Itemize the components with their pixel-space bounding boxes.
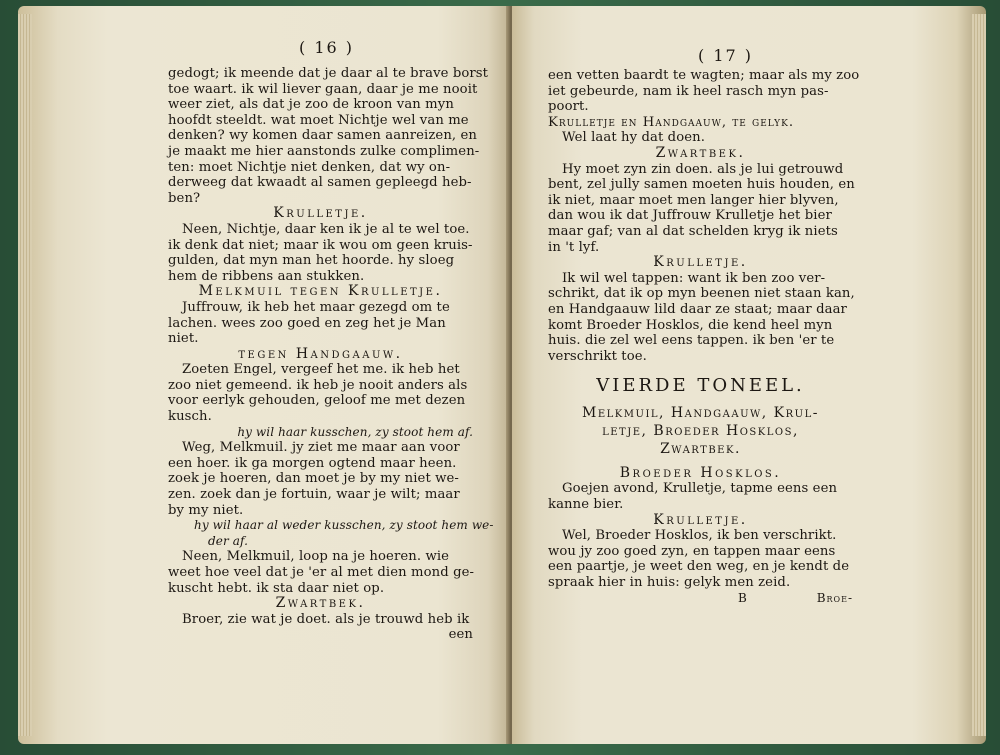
speaker-heading: Krulletje. (653, 254, 748, 271)
text-line: dan wou ik dat Juffrouw Krulletje het bier (548, 208, 832, 224)
speaker-heading: Krulletje. (653, 511, 748, 528)
text-line: Hy moet zyn zin doen. als je lui getrouwd (562, 161, 844, 177)
text-line: toe waart. ik wil liever gaan, daar je me nooit (168, 81, 478, 97)
text-line: voor eerlyk gehouden, geloof me met dezen (168, 393, 466, 409)
page-number: ( 17 ) (698, 46, 754, 65)
catchword: een (448, 627, 473, 643)
text-line: hem de ribbens aan stukken. (168, 268, 365, 284)
text-line: Neen, Nichtje, daar ken ik je al te wel toe. (182, 221, 470, 237)
text-line: iet gebeurde, nam ik heel rasch myn pas- (548, 83, 829, 99)
catchword: Broe- (816, 590, 853, 605)
text-line: bent, zel jully samen moeten huis houden, en (548, 177, 855, 193)
page-footer (548, 591, 853, 607)
text-line: spraak hier in huis: gelyk men zeid. (548, 575, 791, 591)
text-line: wou jy zoo goed zyn, en tappen maar eens (548, 543, 836, 559)
text-line: Weg, Melkmuil. jy ziet me maar aan voor (182, 440, 460, 456)
text-line: kanne bier. (548, 497, 624, 513)
text-line: zoek je hoeren, dan moet je by my niet we- (168, 471, 459, 487)
text-line: verschrikt toe. (548, 348, 647, 364)
signature-mark: B (738, 590, 747, 605)
text-line: schrikt, dat ik op myn beenen niet staan kan, (548, 286, 855, 302)
text-line: Goejen avond, Krulletje, tapme eens een (562, 481, 838, 497)
text-line: by my niet. (168, 502, 244, 518)
page-edges (18, 14, 32, 736)
cast-line: Melkmuil, Handgaauw, Krul- (582, 404, 819, 421)
stage-direction: hy wil haar al weder kusschen, zy stoot hem we- (194, 518, 494, 533)
cast-list (548, 404, 853, 458)
text-line: Juffrouw, ik heb het maar gezegd om te (182, 299, 450, 315)
text-line: zoo niet gemeend. ik heb je nooit anders als (168, 377, 468, 393)
page-text (168, 66, 494, 643)
page-edges (972, 14, 986, 736)
text-line: zen. zoek dan je fortuin, waar je wilt; maar (168, 487, 460, 503)
text-line: kusch. (168, 409, 212, 425)
text-line: Broer, zie wat je doet. als je trouwd heb ik (182, 611, 470, 627)
speaker-heading: Zwartbek. (275, 595, 366, 612)
text-line: maar gaf; van al dat schelden kryg ik niets (548, 223, 838, 239)
text-line: Wel, Broeder Hosklos, ik ben verschrikt. (562, 528, 837, 544)
text-line: Neen, Melkmuil, loop na je hoeren. wie (182, 549, 450, 565)
text-line: je maakt me hier aanstonds zulke complimen- (168, 143, 480, 159)
open-book (18, 6, 986, 744)
text-line: ik denk dat niet; maar ik wou om geen kruis- (168, 237, 473, 253)
text-line: een hoer. ik ga morgen ogtend maar heen. (168, 455, 457, 471)
text-line: Zoeten Engel, vergeef het me. ik heb het (182, 362, 460, 378)
text-line: ten: moet Nichtje niet denken, dat wy on- (168, 159, 451, 175)
text-line: weer ziet, als dat je zoo de kroon van myn (168, 97, 454, 113)
text-line: een vetten baardt te wagten; maar als my zoo (548, 68, 860, 83)
text-line: komt Broeder Hosklos, die kend heel myn (548, 317, 833, 333)
speaker-heading: Krulletje. (273, 205, 368, 222)
cast-line: letje, Broeder Hosklos, (602, 422, 799, 439)
page-text (548, 68, 860, 607)
speaker-heading: Melkmuil tegen Krulletje. (198, 283, 443, 300)
speaker-heading: tegen Handgaauw. (238, 345, 403, 362)
text-line: hoofdt steeldt. wat moet Nichtje wel van me (168, 112, 469, 128)
right-page (512, 6, 986, 744)
text-line: in 't lyf. (548, 239, 600, 255)
speaker-heading: Krulletje en Handgaauw, te gelyk. (548, 114, 795, 130)
text-line: Wel laat hy dat doen. (562, 130, 706, 146)
text-line: en Handgaauw lild daar ze staat; maar daar (548, 301, 847, 317)
text-line: Ik wil wel tappen: want ik ben zoo ver- (562, 270, 826, 286)
act-heading: VIERDE TONEEL. (596, 375, 805, 397)
text-line: derweeg dat kwaadt al samen gepleegd heb- (168, 175, 472, 191)
left-page (18, 6, 510, 744)
text-line: ik niet, maar moet men langer hier blyven, (548, 192, 839, 208)
text-line: lachen. wees zoo goed en zeg het je Man (168, 315, 446, 331)
text-line: poort. (548, 99, 589, 115)
stage-direction: der af. (208, 533, 249, 548)
speaker-heading: Broeder Hosklos. (619, 464, 782, 481)
speaker-heading: Zwartbek. (655, 144, 746, 161)
page-number: ( 16 ) (299, 38, 355, 57)
text-line: gedogt; ik meende dat je daar al te brave borst (168, 66, 489, 81)
text-line: weet hoe veel dat je 'er al met dien mond ge- (168, 565, 475, 580)
text-line: een paartje, je weet den weg, en je kendt de (548, 559, 850, 575)
text-line: gulden, dat myn man het hoorde. hy sloeg (168, 253, 455, 269)
text-line: kuscht hebt. ik sta daar niet op. (168, 580, 385, 596)
text-line: denken? wy komen daar samen aanreizen, en (168, 128, 478, 144)
cast-line: Zwartbek. (660, 440, 741, 457)
text-line: niet. (168, 331, 199, 347)
text-line: huis. die zel wel eens tappen. ik ben 'er te (548, 333, 835, 349)
stage-direction: hy wil haar kusschen, zy stoot hem af. (237, 424, 473, 439)
text-line: ben? (168, 190, 201, 206)
